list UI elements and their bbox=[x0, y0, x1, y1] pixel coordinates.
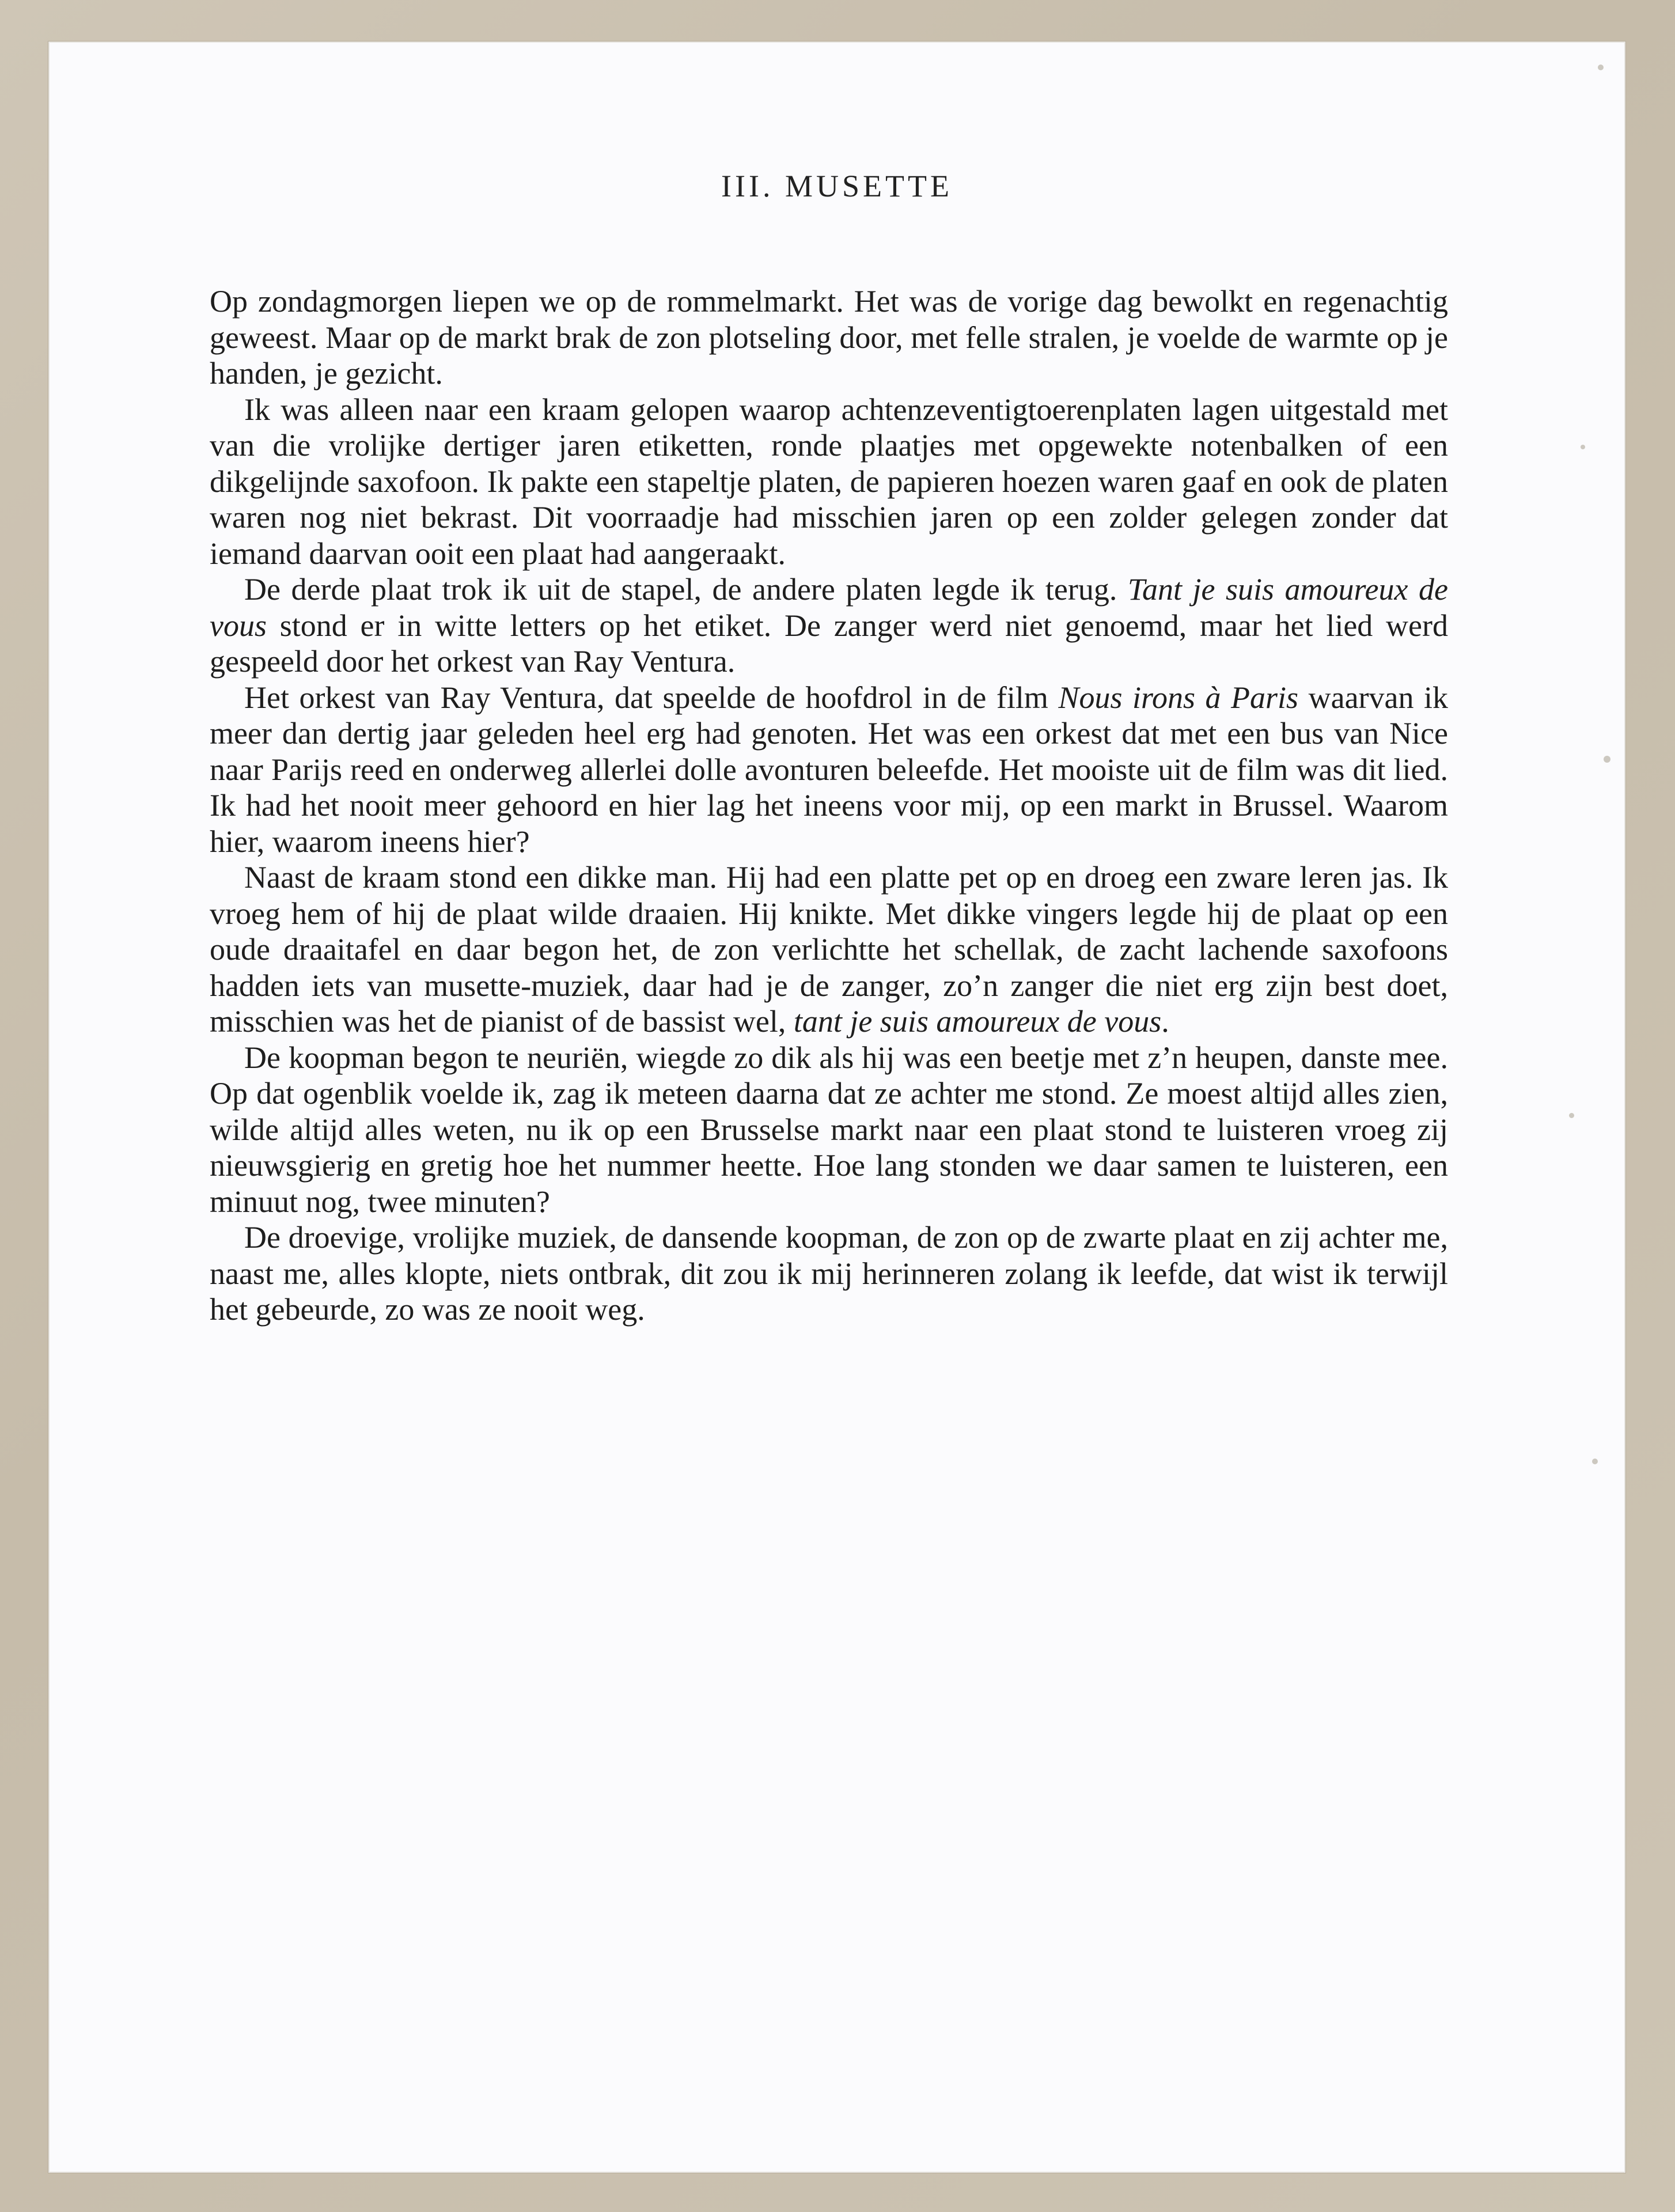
chapter-title: III. MUSETTE bbox=[721, 169, 953, 203]
stain-speck bbox=[1569, 1113, 1574, 1118]
paragraph-segment: Op zondagmorgen liepen we op de rommelmarkt. Het was de vorige dag bewolkt en regenachtig geweest. Maar op de markt brak de zon plotseling door, met felle stralen, je voelde de warmte op je handen, je gezicht. bbox=[210, 284, 1448, 391]
paragraph-segment: stond er in witte letters op het etiket. De zanger werd niet genoemd, maar het lied werd gespeeld door het orkest van Ray Ventura. bbox=[210, 608, 1448, 679]
paragraph-segment: . bbox=[1161, 1004, 1169, 1039]
paragraph bbox=[210, 859, 1448, 1040]
stain-speck bbox=[1604, 756, 1610, 763]
paragraph-segment: De droevige, vrolijke muziek, de dansende koopman, de zon op de zwarte plaat en zij achter me, naast me, alles klopte, niets ontbrak, dit zou ik mij herinneren zolang ik leefde, dat wist ik terwijl het gebeurde, zo was ze nooit weg. bbox=[210, 1220, 1448, 1327]
paragraph-segment: Ik was alleen naar een kraam gelopen waarop achtenzeventigtoerenplaten lagen uitgestald met van die vrolijke dertiger jaren etiketten, ronde plaatjes met opgewekte notenbalken of een dikgelijnde saxofoon. Ik pakte een stapeltje platen, de papieren hoezen waren gaaf en ook de platen waren nog niet bekrast. Dit voorraadje had misschien jaren op een zolder gelegen zonder dat iemand daarvan ooit een plaat had aangeraakt. bbox=[210, 392, 1448, 571]
song-title-italic: tant je suis amoureux de vous bbox=[793, 1004, 1162, 1039]
paragraph bbox=[210, 680, 1448, 860]
printed-sheet bbox=[48, 41, 1625, 2173]
paragraph bbox=[210, 392, 1448, 572]
stain-speck bbox=[1598, 65, 1604, 70]
paragraph-segment: waarvan ik meer dan dertig jaar geleden heel erg had genoten. Het was een orkest dat met een bus van Nice naar Parijs reed en onderweg allerlei dolle avonturen beleefde. Het mooiste uit de film was dit lied. Ik had het nooit meer gehoord en hier lag het ineens voor mij, op een markt in Brussel. Waarom hier, waarom ineens hier? bbox=[210, 680, 1449, 859]
paragraph-segment: De koopman begon te neuriën, wiegde zo dik als hij was een beetje met z’n heupen, danste mee. Op dat ogenblik voelde ik, zag ik meteen daarna dat ze achter me stond. Ze moest altijd alles zien, wilde altijd alles weten, nu ik op een Brusselse markt naar een plaat stond te luisteren vroeg zij nieuwsgierig en gretig hoe het nummer heette. Hoe lang stonden we daar samen te luisteren, een minuut nog, twee minuten? bbox=[210, 1040, 1448, 1219]
song-title-italic: Tant je suis amoureux de vous bbox=[210, 572, 1448, 643]
film-title-italic: Nous irons à Paris bbox=[1058, 680, 1299, 715]
body-text bbox=[210, 283, 1448, 1328]
paragraph-segment: Naast de kraam stond een dikke man. Hij had een platte pet op en droeg een zware leren jas. Ik vroeg hem of hij de plaat wilde draaien. Hij knikte. Met dikke vingers legde hij de plaat op een oude draaitafel en daar begon het, de zon verlichtte het schellak, de zacht lachende saxofoons hadden iets van musette-muziek, daar had je de zanger, zo’n zanger die niet erg zijn best doet, misschien was het de pianist of de bassist wel, bbox=[210, 860, 1448, 1039]
paragraph-segment: De derde plaat trok ik uit de stapel, de andere platen legde ik terug. bbox=[244, 572, 1128, 607]
paragraph bbox=[210, 1219, 1448, 1328]
paragraph bbox=[210, 1040, 1448, 1220]
stain-speck bbox=[1581, 445, 1585, 449]
paragraph bbox=[210, 571, 1448, 680]
paragraph bbox=[210, 283, 1448, 392]
paragraph-segment: Het orkest van Ray Ventura, dat speelde de hoofdrol in de film bbox=[244, 680, 1059, 715]
stain-speck bbox=[1592, 1459, 1598, 1464]
